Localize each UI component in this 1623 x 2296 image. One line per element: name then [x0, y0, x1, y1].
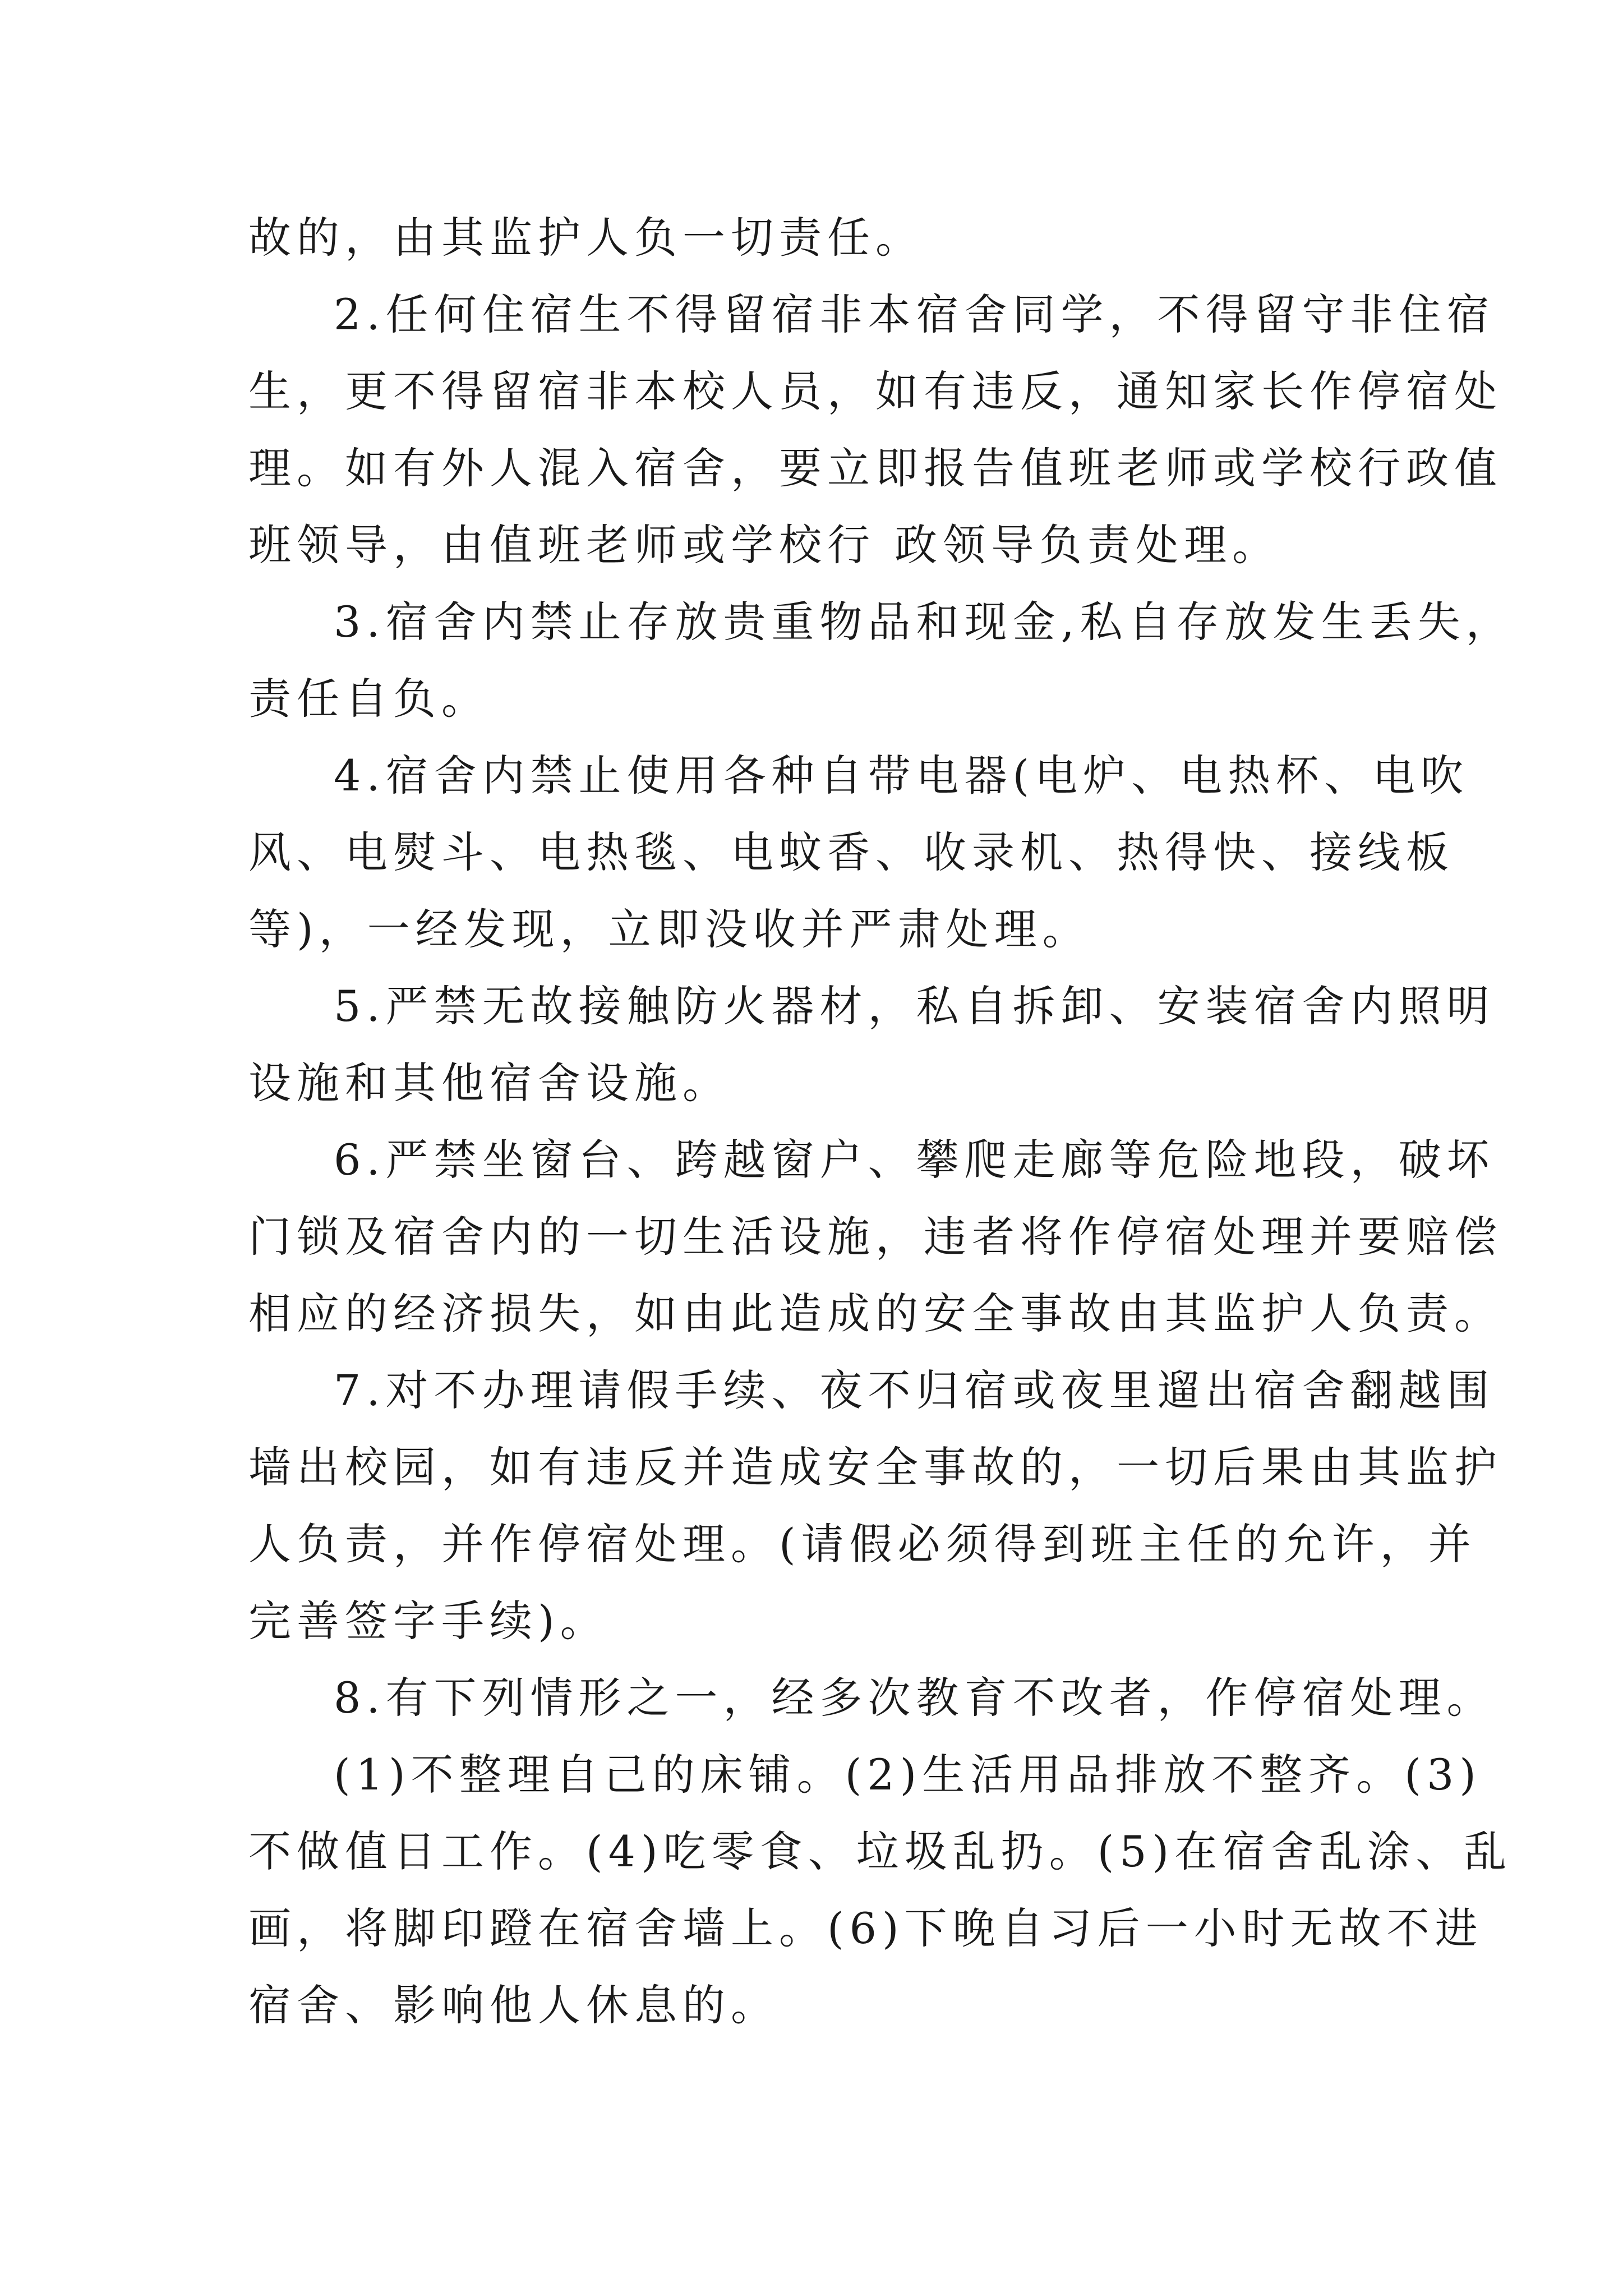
text-line: 2.任何住宿生不得留宿非本宿舍同学，不得留守非住宿: [334, 289, 1495, 339]
text-line: 理。如有外人混入宿舍，要立即报告值班老师或学校行政值: [248, 443, 1502, 493]
text-line: 6.严禁坐窗台、跨越窗户、攀爬走廊等危险地段，破坏: [334, 1135, 1495, 1185]
text-line: 完善签字手续)。: [248, 1596, 608, 1646]
text-line: 宿舍、影响他人休息的。: [248, 1980, 779, 2030]
text-line: 4.宿舍内禁止使用各种自带电器(电炉、电热杯、电吹: [334, 751, 1469, 800]
text-line: 人负责，并作停宿处理。(请假必须得到班主任的允许，并: [248, 1519, 1477, 1569]
document-body: [248, 199, 1514, 2044]
text-line: 故的，由其监护人负一切责任。: [248, 213, 924, 263]
text-line: 8.有下列情形之一，经多次教育不改者，作停宿处理。: [334, 1673, 1495, 1723]
text-line: 风、电熨斗、电热毯、电蚊香、收录机、热得快、接线板: [248, 827, 1454, 877]
text-line: 画，将脚印蹬在宿舍墙上。(6)下晚自习后一小时无故不进: [248, 1903, 1483, 1953]
text-line: 墙出校园，如有违反并造成安全事故的，一切后果由其监护: [248, 1442, 1502, 1492]
text-line: (1)不整理自己的床铺。(2)生活用品排放不整齐。(3): [334, 1750, 1482, 1800]
text-line: 5.严禁无故接触防火器材，私自拆卸、安装宿舍内照明: [334, 981, 1495, 1031]
text-line: 设施和其他宿舍设施。: [248, 1058, 731, 1108]
text-line: 门锁及宿舍内的一切生活设施，违者将作停宿处理并要赔偿: [248, 1212, 1502, 1262]
text-line: 3.宿舍内禁止存放贵重物品和现金,私自存放发生丢失，: [334, 597, 1514, 647]
text-line: 生，更不得留宿非本校人员，如有违反，通知家长作停宿处: [248, 366, 1502, 416]
text-line: 不做值日工作。(4)吃零食、垃圾乱扔。(5)在宿舍乱涂、乱: [248, 1826, 1513, 1876]
text-line: 7.对不办理请假手续、夜不归宿或夜里遛出宿舍翻越围: [334, 1365, 1495, 1415]
text-line: 责任自负。: [248, 674, 490, 724]
text-line: 等)，一经发现，立即没收并严肃处理。: [248, 904, 1091, 954]
text-line: 相应的经济损失，如由此造成的安全事故由其监护人负责。: [248, 1289, 1502, 1338]
text-line: 班领导，由值班老师或学校行 政领导负责处理。: [248, 520, 1281, 570]
